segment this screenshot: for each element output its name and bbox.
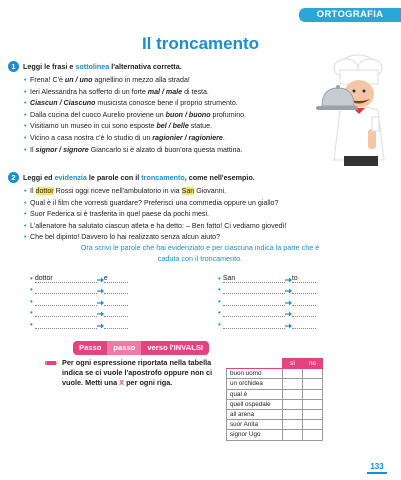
sentence-text: di testa. (182, 87, 209, 96)
arrow-icon (285, 321, 292, 329)
exercise-1-item (24, 133, 308, 145)
checkbox-si[interactable] (283, 369, 303, 379)
bullet: • (218, 296, 221, 306)
exercise-number: 2 (8, 172, 19, 183)
sentence-text: musicista conosce bene il proprio strumento. (95, 99, 238, 108)
sentence-text: Visitiamo un museo in cui sono esposte (30, 122, 157, 131)
exercise-1-item (24, 145, 308, 157)
sentence-text: statue. (188, 122, 213, 131)
exercise-1-list (24, 75, 308, 156)
checkbox-si[interactable] (283, 399, 303, 409)
arrow-icon (285, 298, 292, 306)
exercise-1-item (24, 75, 308, 87)
choice-pair[interactable]: signor / signore (35, 145, 89, 154)
sentence-text: Rossi oggi riceve nell'ambulatorio in via (53, 187, 182, 195)
exercise-2-item (24, 186, 308, 198)
bullet: • (30, 308, 33, 318)
exercise-2-item (24, 221, 308, 233)
expression-cell: un orchidea (227, 379, 283, 389)
page-number: 133 (367, 462, 387, 474)
table-row (227, 369, 323, 379)
answer-rows (30, 272, 350, 329)
checkbox-no[interactable] (303, 420, 323, 430)
sentence-text: Suor Federica si è trasferita in quel paese da pochi mesi. (30, 210, 210, 219)
choice-pair[interactable]: Ciascun / Ciascuno (30, 99, 96, 108)
arrow-icon (97, 275, 104, 283)
word-blank[interactable] (223, 298, 285, 306)
word-blank[interactable]: San (223, 275, 285, 283)
word-blank[interactable] (35, 321, 97, 329)
answer-row (30, 272, 350, 283)
choice-pair[interactable]: ragionier / ragioniere (152, 133, 223, 142)
bullet: • (218, 274, 221, 283)
answer-row (30, 318, 350, 329)
sentence-text: Qual è il film che vorresti guardare? Preferisci una commedia oppure un giallo? (30, 198, 279, 207)
sentence-text: Giancarlo si è alzato di buon'ora questa mattina. (88, 145, 243, 154)
table-row (227, 430, 323, 440)
chef-illustration (300, 54, 398, 166)
word-blank[interactable] (35, 286, 97, 294)
dropped-part-blank[interactable] (104, 286, 128, 294)
dropped-part-blank[interactable]: to (292, 275, 316, 283)
sentence-text: Dalla cucina del cuoco Aurelio proviene un (30, 110, 166, 119)
sentence-text: Il (30, 187, 36, 195)
exercise-2-list (24, 186, 308, 244)
word-blank[interactable] (35, 298, 97, 306)
dropped-part-blank[interactable] (104, 298, 128, 306)
exercise-1-item (24, 121, 308, 133)
choice-pair[interactable]: buon / buono (165, 110, 211, 119)
bullet: • (218, 319, 221, 329)
invalsi-task: Per ogni espressione riportata nella tabella indica se ci vuole l'apostrofo oppure non ci vuole. Metti una X per ogni riga. (62, 358, 213, 387)
sentence-text: Che bel dipinto! Davvero lo hai realizzato senza alcun aiuto? (30, 233, 221, 242)
exercise-2 (8, 172, 308, 244)
sentence-text: Giovanni. (194, 187, 227, 195)
exercise-1-item (24, 110, 308, 122)
sentence-text: Il (30, 145, 36, 154)
answer-row (30, 306, 350, 317)
table-row (227, 420, 323, 430)
checkbox-si[interactable] (283, 389, 303, 399)
sentence-text: Frena! C'è (30, 76, 65, 84)
table-corner (227, 359, 283, 369)
arrow-icon (97, 286, 104, 294)
sentence-text: agnellino in mezzo alla strada! (92, 76, 190, 84)
exercise-1-item (24, 87, 308, 99)
answer-row (30, 295, 350, 306)
exercise-1-item (24, 98, 308, 110)
header-no: no (303, 359, 323, 369)
dropped-part-blank[interactable] (292, 321, 316, 329)
sub-instruction: Ora scrivi le parole che hai evidenziato e per ciascuna indica la parte che è caduta con il troncamento. (80, 243, 320, 263)
dropped-part-blank[interactable]: e (104, 275, 128, 283)
checkbox-si[interactable] (283, 420, 303, 430)
word-blank[interactable] (223, 309, 285, 317)
checkbox-no[interactable] (303, 389, 323, 399)
highlighted-word: dottor (35, 187, 54, 195)
dropped-part-blank[interactable] (104, 321, 128, 329)
bullet: • (30, 285, 33, 295)
word-blank[interactable] (223, 321, 285, 329)
dropped-part-blank[interactable] (292, 298, 316, 306)
expression-cell: all arena (227, 409, 283, 419)
bullet: • (30, 296, 33, 306)
sentence-text: profumino. (210, 110, 247, 119)
expression-cell: buon uomo (227, 369, 283, 379)
bullet: • (218, 308, 221, 318)
arrow-icon (97, 321, 104, 329)
arrow-icon (97, 298, 104, 306)
dropped-part-blank[interactable] (292, 286, 316, 294)
checkbox-no[interactable] (303, 379, 323, 389)
arrow-icon (285, 309, 292, 317)
section-tag: ORTOGRAFIA (299, 8, 401, 22)
exercise-1 (8, 61, 308, 156)
exercise-2-item (24, 198, 308, 210)
expression-cell: signor Ugo (227, 430, 283, 440)
header-si: sì (283, 359, 303, 369)
checkbox-si[interactable] (283, 409, 303, 419)
apostrophe-table (226, 358, 323, 441)
sentence-text: L'allenatore ha salutato ciascun atleta e ha detto: – Ben fatto! Ci vediamo giovedì! (30, 221, 287, 230)
dropped-part-blank[interactable] (292, 309, 316, 317)
answer-row (30, 283, 350, 294)
checkbox-no[interactable] (303, 369, 323, 379)
exercise-2-instruction: 2 Leggi ed evidenzia le parole con il troncamento, come nell'esempio. (8, 172, 308, 183)
page-title: Il troncamento (141, 34, 260, 53)
checkbox-si[interactable] (283, 379, 303, 389)
checkbox-no[interactable] (303, 430, 323, 440)
choice-pair[interactable]: mal / male (147, 87, 183, 96)
sentence-text: . (222, 133, 225, 142)
table-row (227, 379, 323, 389)
bullet: • (30, 319, 33, 329)
choice-pair[interactable]: bel / belle (156, 122, 189, 131)
bullet: • (218, 285, 221, 295)
table-row (227, 399, 323, 409)
exercise-2-item (24, 209, 308, 221)
checkbox-no[interactable] (303, 409, 323, 419)
bullet: • (30, 274, 33, 283)
arrow-icon (285, 286, 292, 294)
sentence-text: Vicino a casa nostra c'è lo studio di un (30, 133, 153, 142)
word-blank[interactable] (35, 309, 97, 317)
sentence-text: Ieri Alessandra ha sofferto di un forte (30, 87, 148, 96)
expression-cell: qual è (227, 389, 283, 399)
dropped-part-blank[interactable] (104, 309, 128, 317)
expression-cell: quell ospedale (227, 399, 283, 409)
invalsi-badge: Passo passo verso l'INVALSI (73, 341, 209, 355)
checkbox-no[interactable] (303, 399, 323, 409)
expression-cell: suor Anita (227, 420, 283, 430)
checkbox-si[interactable] (283, 430, 303, 440)
choice-pair[interactable]: un / uno (64, 76, 93, 84)
pencil-icon (45, 359, 59, 367)
table-row (227, 389, 323, 399)
highlighted-word: San (181, 187, 195, 195)
exercise-number: 1 (8, 61, 19, 72)
word-blank[interactable]: dottor (35, 275, 97, 283)
arrow-icon (285, 275, 292, 283)
exercise-1-instruction: 1 Leggi le frasi e sottolinea l'alternativa corretta. (8, 61, 308, 72)
arrow-icon (97, 309, 104, 317)
word-blank[interactable] (223, 286, 285, 294)
table-row (227, 409, 323, 419)
